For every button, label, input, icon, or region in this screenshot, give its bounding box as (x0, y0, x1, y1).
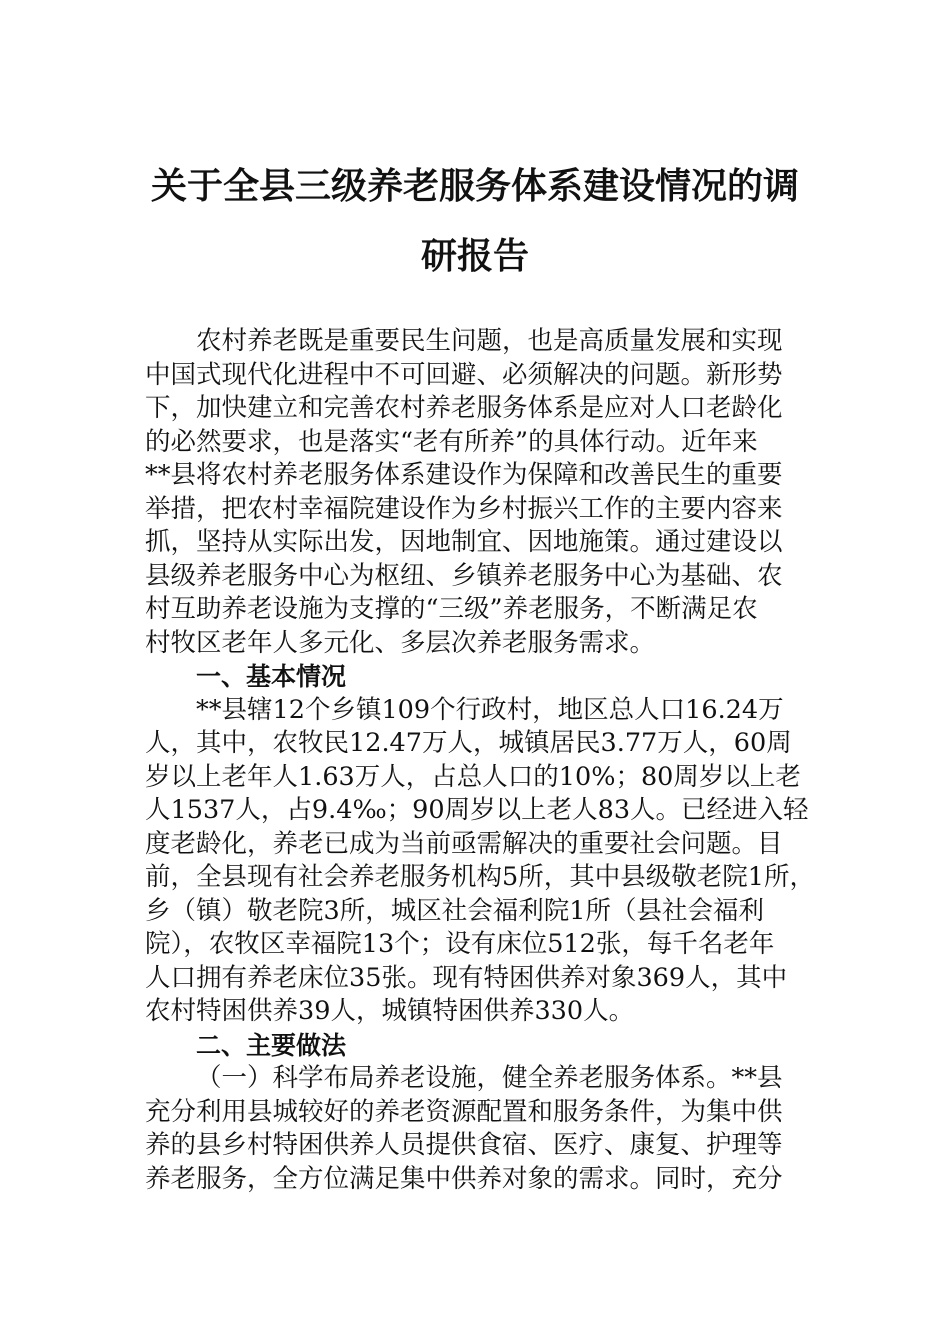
paragraph-line: 养老服务，全方位满足集中供养对象的需求。同时，充分 (145, 1163, 783, 1194)
paragraph-line: 下，加快建立和完善农村养老服务体系是应对人口老龄化 (145, 393, 783, 423)
paragraph-line: 人，其中，农牧民12.47万人，城镇居民3.77万人，60周 (145, 728, 792, 758)
paragraph-line: **县辖12个乡镇109个行政村，地区总人口16.24万 (196, 694, 784, 725)
paragraph-line: 村互助养老设施为支撑的“三级”养老服务，不断满足农 (145, 594, 758, 624)
paragraph-line: 养的县乡村特困供养人员提供食宿、医疗、康复、护理等 (145, 1130, 783, 1160)
section-heading: 二、主要做法 (196, 1030, 347, 1060)
paragraph-line: 村牧区老年人多元化、多层次养老服务需求。 (145, 627, 656, 658)
paragraph-line: 充分利用县城较好的养老资源配置和服务条件，为集中供 (145, 1096, 783, 1127)
paragraph-line: 的必然要求，也是落实“老有所养”的具体行动。近年来 (145, 426, 758, 457)
paragraph-line: 县级养老服务中心为枢纽、乡镇养老服务中心为基础、农 (145, 560, 783, 591)
document-title-line-1: 关于全县三级养老服务体系建设情况的调 (150, 165, 799, 207)
subsection-line: （一）科学布局养老设施，健全养老服务体系。**县 (196, 1063, 783, 1093)
document-title-line-2: 研报告 (420, 235, 529, 277)
paragraph-line: 岁以上老年人1.63万人，占总人口的10%；80周岁以上老 (145, 761, 801, 792)
paragraph-line: 抓，坚持从实际出发，因地制宜、因地施策。通过建设以 (145, 527, 783, 557)
paragraph-line: 中国式现代化进程中不可回避、必须解决的问题。新形势 (145, 359, 783, 390)
paragraph-line: **县将农村养老服务体系建设作为保障和改善民生的重要 (145, 460, 783, 490)
paragraph-line: 农村养老既是重要民生问题，也是高质量发展和实现 (196, 326, 783, 356)
paragraph-line: 前，全县现有社会养老服务机构5所，其中县级敬老院1所， (145, 862, 815, 892)
paragraph-line: 院），农牧区幸福院13个；设有床位512张，每千名老年 (145, 929, 775, 959)
paragraph-line: 度老龄化，养老已成为当前亟需解决的重要社会问题。目 (145, 828, 783, 859)
paragraph-line: 人口拥有养老床位35张。现有特困供养对象369人，其中 (145, 962, 788, 993)
paragraph-line: 乡（镇）敬老院3所，城区社会福利院1所（县社会福利 (145, 895, 764, 926)
paragraph-line: 人1537人，占9.4‰；90周岁以上老人83人。已经进入轻 (145, 795, 809, 825)
paragraph-line: 农村特困供养39人，城镇特困供养330人。 (145, 996, 635, 1026)
document-body (145, 325, 815, 1196)
section-heading: 一、基本情况 (196, 662, 347, 691)
paragraph-line: 举措，把农村幸福院建设作为乡村振兴工作的主要内容来 (145, 493, 783, 524)
